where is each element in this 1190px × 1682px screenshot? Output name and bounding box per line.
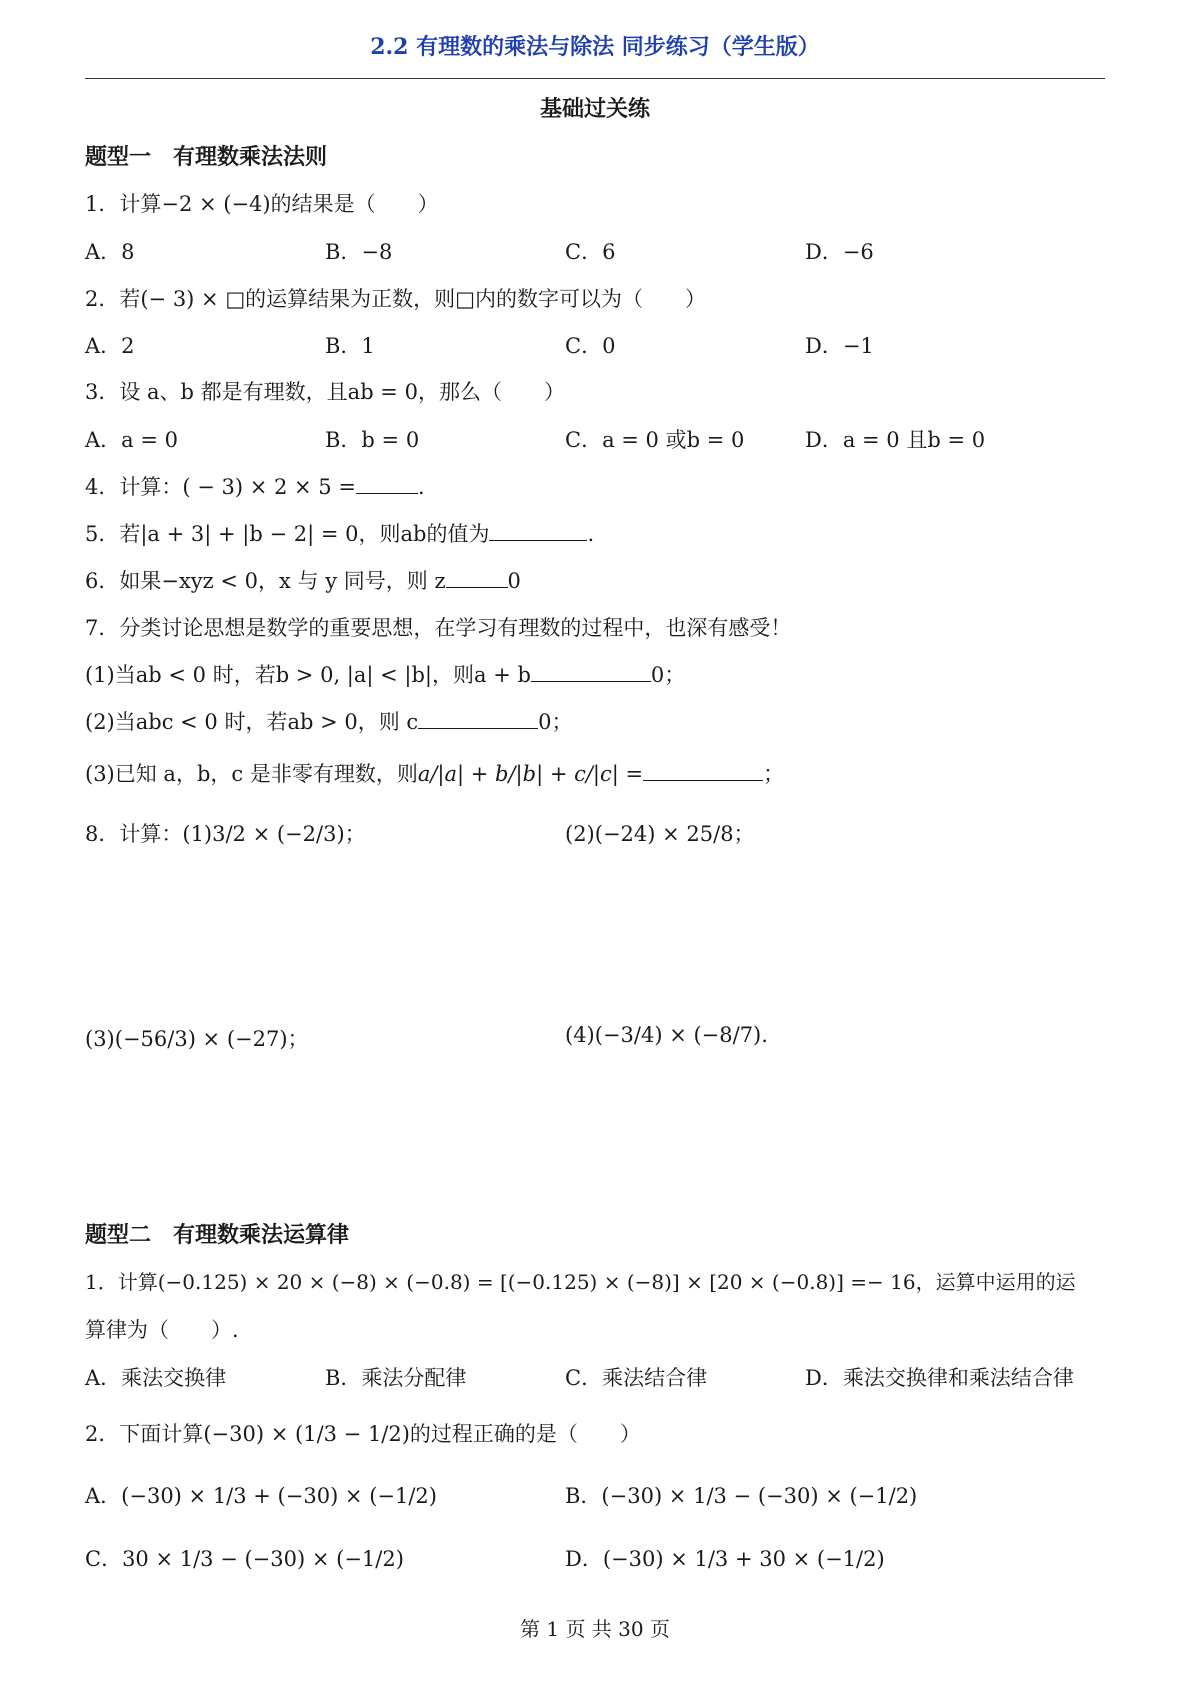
s2-q1-option-d[interactable]: D．乘法交换律和乘法结合律	[805, 1366, 1074, 1390]
section2-heading: 题型二 有理数乘法运算律	[85, 1222, 350, 1248]
s1-q6-text: 6．如果−xyz < 0，x 与 y 同号，则 z	[85, 569, 446, 593]
s1-q2-option-d[interactable]: D．−1	[805, 334, 874, 358]
s1-q8-part4: (4)(−3/4) × (−8/7).	[565, 1023, 768, 1047]
s1-q7-p1-answer-blank[interactable]	[531, 660, 651, 682]
s1-q2-option-c[interactable]: C．0	[565, 334, 616, 358]
s2-q2-option-d[interactable]: D．(−30) × 1/3 + 30 × (−1/2)	[565, 1547, 885, 1571]
s2-q1-stem-line1: 1．计算(−0.125) × 20 × (−8) × (−0.8) = [(−0.125) × (−8)] × [20 × (−0.8)] =− 16，运算中运用的运	[85, 1270, 1076, 1294]
s1-q8-stem: 8．计算：	[85, 822, 183, 846]
s1-q1-option-b[interactable]: B．−8	[325, 240, 393, 264]
s1-q1-option-d[interactable]: D．−6	[805, 240, 874, 264]
s1-q5-text: 5．若|a + 3| + |b − 2| = 0，则ab的值为	[85, 522, 490, 546]
section1-heading: 题型一 有理数乘法法则	[85, 144, 328, 170]
s1-q4	[85, 471, 425, 501]
s1-q3-option-d[interactable]: D．a = 0 且b = 0	[805, 428, 986, 452]
s2-q1-option-b[interactable]: B．乘法分配律	[325, 1366, 467, 1390]
s1-q7-p3-expression: a/|a| + b/|b| + c/|c| =	[417, 762, 644, 786]
s1-q6-answer-blank[interactable]	[446, 566, 508, 588]
s1-q5-answer-blank[interactable]	[489, 519, 587, 541]
s1-q6-tail: 0	[507, 569, 521, 593]
s1-q4-tail: .	[417, 475, 425, 499]
s1-q1-stem: 1．计算−2 × (−4)的结果是（ ）	[85, 192, 439, 216]
s1-q8-part2: (2)(−24) × 25/8；	[565, 822, 755, 846]
s2-q1-option-a[interactable]: A．乘法交换律	[85, 1366, 227, 1390]
s1-q7-part1	[85, 659, 685, 689]
s1-q3-option-c[interactable]: C．a = 0 或b = 0	[565, 428, 745, 452]
s1-q1-option-a[interactable]: A．8	[85, 240, 135, 264]
s1-q7-part2	[85, 706, 573, 736]
s1-q5-tail: .	[587, 522, 595, 546]
s1-q2-option-a[interactable]: A．2	[85, 334, 135, 358]
s2-q2-stem: 2．下面计算(−30) × (1/3 − 1/2)的过程正确的是（ ）	[85, 1422, 641, 1446]
header-divider	[85, 78, 1105, 79]
s2-q1-option-c[interactable]: C．乘法结合律	[565, 1366, 708, 1390]
level-heading: 基础过关练	[539, 96, 650, 122]
s1-q7-p3-text: (3)已知 a，b，c 是非零有理数，则	[85, 762, 418, 786]
s1-q2-stem: 2．若(− 3) × □的运算结果为正数，则□内的数字可以为（ ）	[85, 287, 707, 311]
s1-q7-p1-text: (1)当ab < 0 时，若b > 0, |a| < |b|，则a + b	[85, 663, 531, 687]
s1-q3-option-b[interactable]: B．b = 0	[325, 428, 420, 452]
s2-q1-stem-line2: 算律为（ ）.	[85, 1318, 239, 1342]
s1-q4-answer-blank[interactable]	[356, 472, 418, 494]
s2-q2-option-c[interactable]: C．30 × 1/3 − (−30) × (−1/2)	[85, 1547, 404, 1571]
s1-q7-p2-answer-blank[interactable]	[418, 707, 538, 729]
s1-q8-row1	[85, 818, 366, 848]
s1-q5	[85, 518, 594, 548]
s1-q7-p3-answer-blank[interactable]	[643, 759, 763, 781]
s1-q2-option-b[interactable]: B．1	[325, 334, 375, 358]
s1-q3-stem: 3．设 a、b 都是有理数，且ab = 0，那么（ ）	[85, 380, 565, 404]
worksheet-title: 2.2 有理数的乘法与除法 同步练习（学生版）	[370, 34, 820, 60]
s1-q7-p2-tail: 0；	[538, 710, 573, 734]
s1-q7-stem: 7．分类讨论思想是数学的重要思想，在学习有理数的过程中，也深有感受！	[85, 616, 792, 640]
s1-q7-part3	[85, 758, 784, 788]
s1-q7-p2-text: (2)当abc < 0 时，若ab > 0，则 c	[85, 710, 419, 734]
s2-q2-option-b[interactable]: B．(−30) × 1/3 − (−30) × (−1/2)	[565, 1484, 918, 1508]
s1-q8-part1: (1)3/2 × (−2/3)；	[182, 822, 366, 846]
s2-q2-option-a[interactable]: A．(−30) × 1/3 + (−30) × (−1/2)	[85, 1484, 437, 1508]
s1-q3-option-a[interactable]: A．a = 0	[85, 428, 178, 452]
s1-q6	[85, 565, 521, 595]
s1-q7-p3-tail: ；	[763, 762, 785, 786]
s1-q4-text: 4．计算：( − 3) × 2 × 5 =	[85, 475, 356, 499]
s1-q1-option-c[interactable]: C．6	[565, 240, 616, 264]
s1-q7-p1-tail: 0；	[650, 663, 686, 687]
s1-q8-part3: (3)(−56/3) × (−27)；	[85, 1027, 309, 1051]
page-footer: 第 1 页 共 30 页	[520, 1617, 670, 1641]
